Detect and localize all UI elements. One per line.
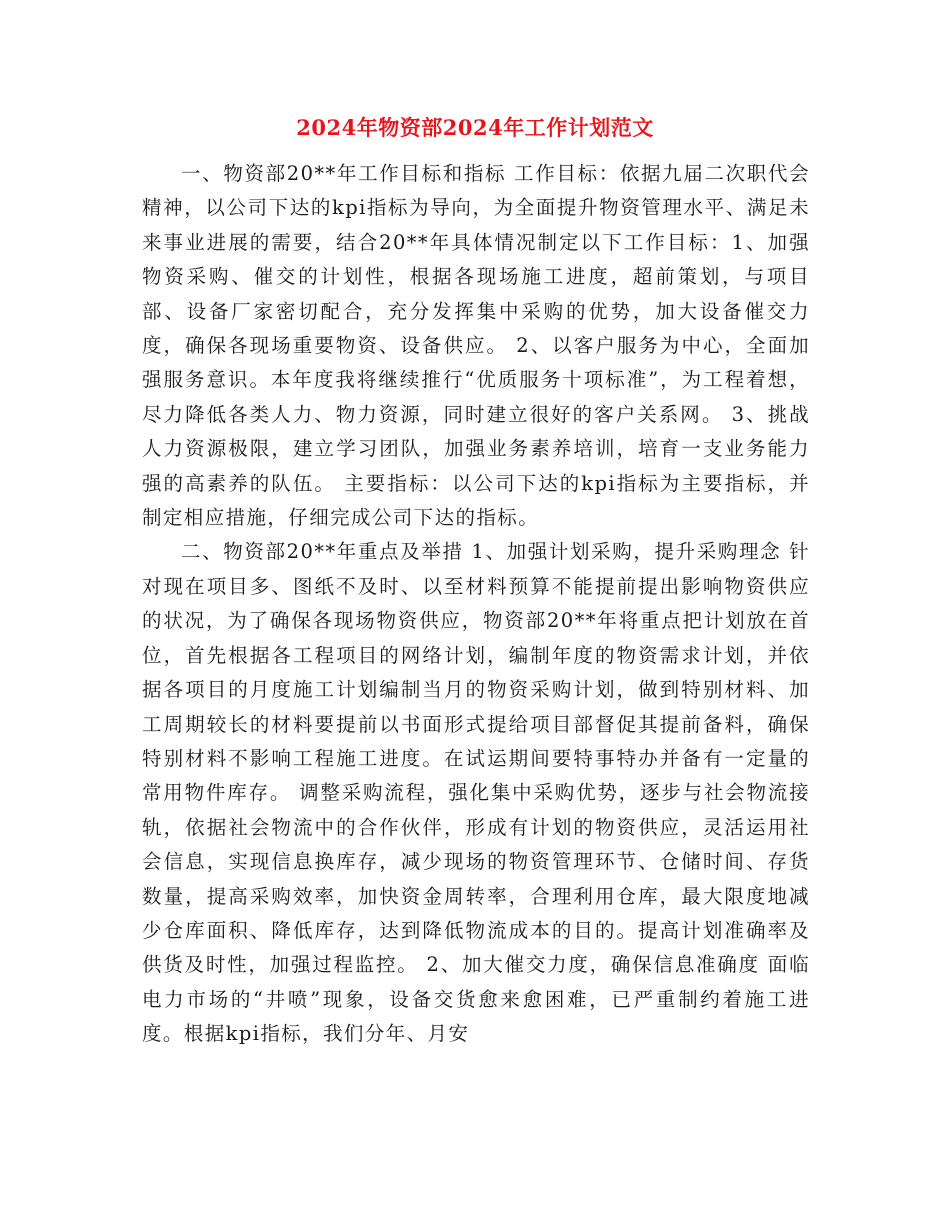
paragraph-measures: 二、物资部20**年重点及举措 1、加强计划采购，提升采购理念 针对现在项目多、图纸不及时、以至材料预算不能提前提出影响物资供应的状况，为了确保各现场物资供应，物资部20**年将重点把计划放在首位，首先根据各工程项目的网络计划，编制年度的物资需求计划，并依据各项目的月度施工计划编制当月的物资采购计划，做到特别材料、加工周期较长的材料要提前以书面形式提给项目部督促其提前备料，确保特别材料不影响工程施工进度。在试运期间要特事特办并备有一定量的常用物件库存。 调整采购流程，强化集中采购优势，逐步与社会物流接轨，依据社会物流中的合作伙伴，形成有计划的物资供应，灵活运用社会信息，实现信息换库存，减少现场的物资管理环节、仓储时间、存货数量，提高采购效率，加快资金周转率，合理利用仓库，最大限度地减少仓库面积、降低库存，达到降低物流成本的目的。提高计划准确率及供货及时性，加强过程监控。 2、加大催交力度，确保信息准确度 面临电力市场的“井喷”现象，设备交货愈来愈困难，已严重制约着施工进度。根据kpi指标，我们分年、月安 [142,540,810,1046]
document-title: 2024年物资部2024年工作计划范文 [296,115,654,140]
paragraph-goals: 一、物资部20**年工作目标和指标 工作目标：依据九届二次职代会精神，以公司下达的kpi指标为导向，为全面提升物资管理水平、满足未来事业进展的需要，结合20**年具体情况制定以下工作目标：1、加强物资采购、催交的计划性，根据各现场施工进度，超前策划，与项目部、设备厂家密切配合，充分发挥集中采购的优势，加大设备催交力度，确保各现场重要物资、设备供应。 2、以客户服务为中心，全面加强服务意识。本年度我将继续推行“优质服务十项标准”，为工程着想，尽力降低各类人力、物力资源，同时建立很好的客户关系网。 3、挑战人力资源极限，建立学习团队，加强业务素养培训，培育一支业务能力强的高素养的队伍。 主要指标：以公司下达的kpi指标为主要指标，并制定相应措施，仔细完成公司下达的指标。 [142,162,810,530]
document-body [142,157,810,1052]
